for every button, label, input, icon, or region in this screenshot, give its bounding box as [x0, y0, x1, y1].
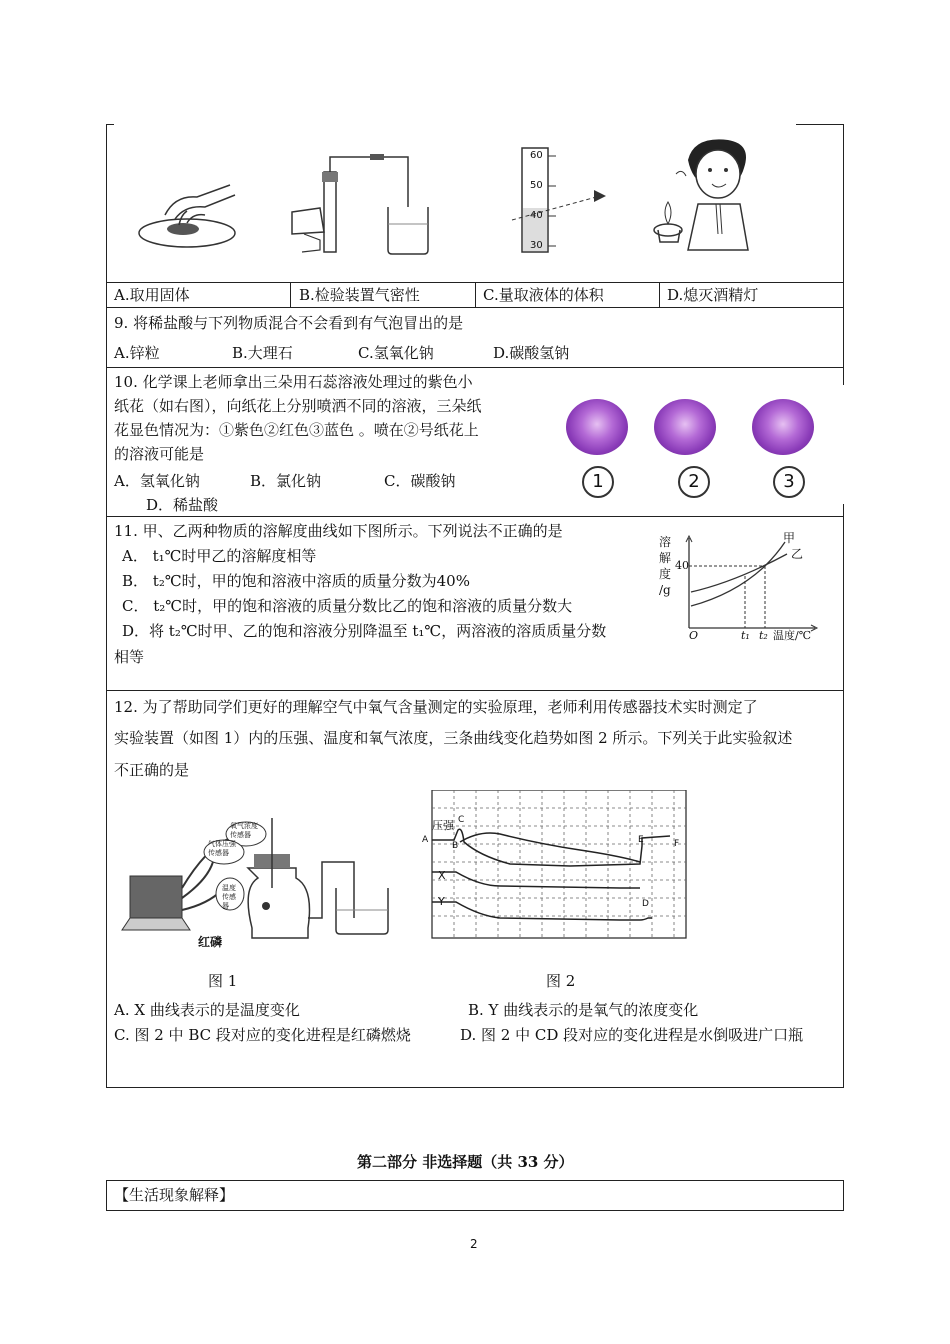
fig2-point-a: A: [422, 835, 429, 845]
graph-origin: O: [689, 629, 699, 642]
q11-option-d-cont: 相等: [114, 648, 145, 666]
part2-section-label: 【生活现象解释】: [114, 1186, 235, 1204]
q12-line-1: 12. 为了帮助同学们更好的理解空气中氧气含量测定的实验原理，老师利用传感器技术实时测定了: [114, 698, 758, 716]
fig1-red-phosphorus: 红磷: [198, 935, 223, 949]
q10-option-b: B．氯化钠: [250, 472, 322, 490]
q12-option-b: B. Y 曲线表示的是氧气的浓度变化: [468, 1001, 699, 1019]
fig-alcohol-lamp: [648, 134, 778, 252]
q8-option-a: A.取用固体: [114, 286, 190, 304]
tick-30: 30: [530, 240, 543, 251]
q8-option-c: C.量取液体的体积: [483, 286, 604, 304]
q10-option-d: D．稀盐酸: [146, 496, 219, 514]
curve-label-yi: 乙: [791, 547, 804, 561]
fig-graduated-cylinder: [510, 146, 620, 256]
graph-xlabel: 温度/℃: [773, 629, 812, 642]
tick-40: 40: [530, 210, 543, 221]
flower-label-1: 1: [582, 466, 614, 498]
fig2-point-d: D: [642, 899, 649, 909]
q10-line-2: 纸花（如右图），向纸花上分别喷洒不同的溶液，三朵纸: [114, 397, 482, 415]
q10-option-a: A．氢氧化钠: [114, 472, 200, 490]
curve-label-jia: 甲: [783, 531, 796, 545]
q11-option-b: B． t₂℃时，甲的饱和溶液中溶质的质量分数为40%: [122, 572, 470, 590]
q8-option-b: B.检验装置气密性: [299, 286, 420, 304]
fig-taking-solid: [135, 175, 245, 255]
fig2-curves: [420, 790, 690, 940]
paper-flower-2: [654, 399, 716, 455]
q9-option-d: D.碳酸氢钠: [493, 344, 570, 362]
part2-title: 第二部分 非选择题（共 33 分）: [357, 1153, 574, 1171]
graph-ylabel-3: 度: [659, 567, 672, 581]
fig1-apparatus: [118, 818, 398, 958]
fig2-pressure-label: 压强: [432, 819, 454, 832]
graph-y-tick-40: 40: [675, 559, 689, 572]
solubility-graph: [655, 530, 821, 648]
fig2-point-c: C: [458, 815, 465, 825]
q12-line-2: 实验装置（如图 1）内的压强、温度和氧气浓度，三条曲线变化趋势如图 2 所示。下列关于此实验叙述: [114, 729, 793, 747]
q11-stem: 11. 甲、乙两种物质的溶解度曲线如下图所示。下列说法不正确的是: [114, 522, 563, 540]
fig1-sensor-temp: 温度传感器: [222, 884, 236, 910]
flower-label-2: 2: [678, 466, 710, 498]
q9-stem: 9. 将稀盐酸与下列物质混合不会看到有气泡冒出的是: [114, 314, 464, 332]
q12-option-d: D. 图 2 中 CD 段对应的变化进程是水倒吸进广口瓶: [460, 1026, 804, 1044]
q11-option-d: D．将 t₂℃时甲、乙的饱和溶液分别降温至 t₁℃，两溶液的溶质质量分数: [122, 622, 607, 640]
q12-line-3: 不正确的是: [114, 761, 190, 779]
fig2-point-e: E: [638, 835, 644, 845]
fig-airtightness: [290, 152, 440, 262]
graph-t1: t₁: [741, 629, 750, 642]
q9-option-a: A.锌粒: [114, 344, 160, 362]
fig1-sensor-o2: 氧气浓度传感器: [230, 822, 258, 839]
fig2-curve-x: X: [438, 869, 446, 882]
fig2-curve-y: Y: [438, 895, 445, 908]
fig2-point-f: F: [674, 839, 680, 849]
q9-option-b: B.大理石: [232, 344, 293, 362]
paper-flower-3: [752, 399, 814, 455]
q12-option-c: C. 图 2 中 BC 段对应的变化进程是红磷燃烧: [114, 1026, 411, 1044]
graph-ylabel-4: /g: [659, 583, 671, 597]
q10-option-c: C．碳酸钠: [384, 472, 456, 490]
graph-t2: t₂: [759, 629, 768, 642]
graph-ylabel-1: 溶: [659, 535, 672, 549]
q12-option-a: A. X 曲线表示的是温度变化: [114, 1001, 300, 1019]
q10-line-4: 的溶液可能是: [114, 445, 205, 463]
tick-60: 60: [530, 150, 543, 161]
fig1-sensor-pressure: 气体压强传感器: [208, 840, 236, 857]
flower-label-3: 3: [773, 466, 805, 498]
graph-ylabel-2: 解: [659, 551, 672, 565]
tick-50: 50: [530, 180, 543, 191]
page-number: 2: [470, 1237, 478, 1251]
q10-line-1: 10. 化学课上老师拿出三朵用石蕊溶液处理过的紫色小: [114, 373, 473, 391]
fig2-point-b: B: [452, 841, 459, 851]
q9-option-c: C.氢氧化钠: [358, 344, 434, 362]
q11-option-c: C． t₂℃时，甲的饱和溶液的质量分数比乙的饱和溶液的质量分数大: [122, 597, 573, 615]
paper-flower-1: [566, 399, 628, 455]
fig1-caption: 图 1: [208, 972, 238, 990]
q8-option-d: D.熄灭酒精灯: [667, 286, 759, 304]
fig2-caption: 图 2: [546, 972, 576, 990]
q10-line-3: 花显色情况为：①紫色②红色③蓝色 。喷在②号纸花上: [114, 421, 479, 439]
q11-option-a: A． t₁℃时甲乙的溶解度相等: [122, 547, 317, 565]
